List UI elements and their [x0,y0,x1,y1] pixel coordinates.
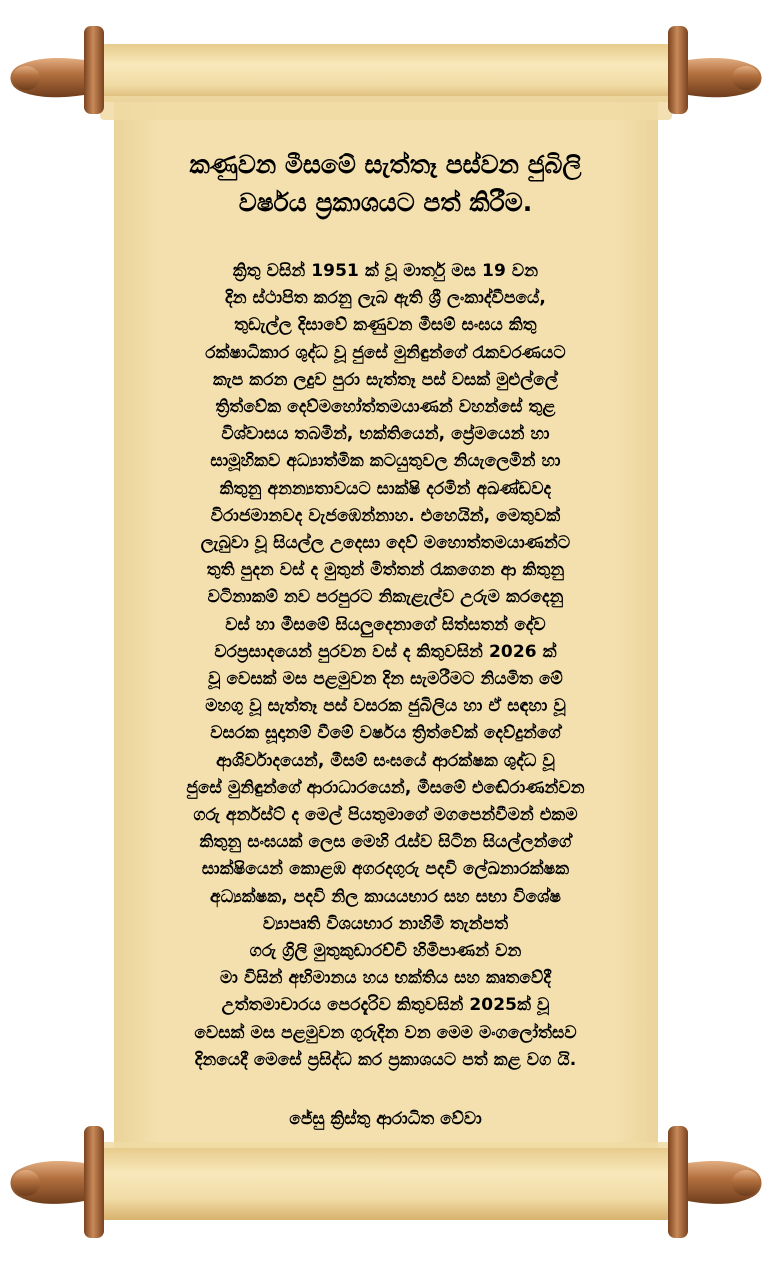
body-line: වූ වෙසක් මස පළමුවන දින සැමරීමට නියමිත මේ [208,669,563,690]
body-line: අධ්‍යක්ෂක, පදවි නිල කායයභාර සහ සභා විශේෂ [210,886,561,907]
body-line: විශ්වාසය තබමින්, භක්තියෙන්, ප්‍රේමයෙන් හා [221,424,550,445]
closing-blessing: ජේසු ක්‍රිස්තු ආරාධිත වේවා [289,1109,482,1130]
body-line: ගරු අර්නස්ට් ද මෙල් පියතුමාගේ මගපෙන්වීමන් එකම [193,805,578,826]
body-line: කැප කරන ලදුව පුරා සැත්තෑ පස් වසක් මුළුල්ලේ [213,369,558,390]
body-line: ක්‍රිතු වසින් 1951 ක් වූ මාර්තු මස 19 වන [232,261,539,281]
top-roll [11,26,762,120]
body-line: විරාජමානවද වැජඹෙන්නාහ. එහෙයින්, මෙතුවක් [210,505,561,526]
body-line: උත්තමාචාරය පෙරදැරිව කිතුවසින් 2025ක් වූ [221,995,550,1016]
body-line: කිතුනු අනන්‍යතාවයට සාක්ෂි දරමින් අඛණ්ඩවද [219,478,552,499]
body-line: සාක්ෂියෙන් කොළඹ අගරදගුරු පදවි ලේඛනාරක්ෂක [201,859,570,880]
body-line: කිතුනු සංඝයක් ලෙස මෙහි රැස්ව සිටින සියල්ලන්ගේ [199,832,572,853]
body-line: දින ස්ථාපිත කරනු ලැබ ඇති ශ්‍රී ලංකාද්වීපයේ, [225,288,546,309]
title-line: කණුවන මීසමේ සැත්තෑ පස්වන ජුබිලි [189,150,582,179]
body-line: මා විසින් අභිමානය හය භක්තිය සහ කෘතවේදී [220,968,551,989]
body-line: වස් හා මීසමේ සියලුදෙනාගේ සිත්සතන් දේව [225,614,546,635]
body-line: වටිනාකම් නව පරපුරට නිකැළැල්ව උරුම කරදෙනු [207,587,564,608]
body-line: දිනයෙදී මෙසේ ප්‍රසිද්ධ කර ප්‍රකාශයට පත් කළ වග යි. [194,1049,577,1070]
body-line: වරප්‍රසාදයෙන් පුරවන වස් ද කිතුවසින් 2026 ක් [214,641,557,662]
body-line: ගරු ග්‍රිලි මුතුකුඩාරච්චි හිමිපාණන් වන [249,941,522,962]
body-line: සාමූහිකව අධ්‍යාත්මික කටයුතුවල නියැලෙමින් හා [210,451,561,472]
body-line: ජුසේ මුනිඳුන්ගේ ආරාධාරයෙන්, මීසමේ එඬේරාණන්වන [186,777,585,798]
title-line: වර්ෂය ප්‍රකාශයට පත් කිරීම. [238,188,533,217]
body-line: මහගු වූ සැත්තෑ පස් වසරක ජුබිලිය හා ඒ සඳහා වූ [205,696,566,717]
proclamation [118,140,653,1140]
body-line: වසරක සූදානම් වීමේ වර්ෂය ත්‍රිත්වේක් දෙව්දුන්ගේ [210,723,561,744]
body-line: ත්‍රිත්වේක දෙව්මහෝත්තමයාණන් වහන්සේ තුළ [215,397,556,418]
body-line: වෙසක් මස පළමුවන ගුරුදින වන මෙම මංගලෝත්සව [194,1022,577,1043]
body-line: ලැබුවා වූ සියල්ල උදෙසා දෙව් මහොත්තමයාණන්ට [200,533,571,554]
proclamation-title [118,146,653,222]
body-line: ව්‍යාපෘති විශයභාර නාහිමි තැන්පත් [262,913,509,934]
body-line: ආශිර්වාදයෙන්, මීසම් සංඝයේ ආරක්ෂක ශුද්ධ වූ [216,750,555,771]
body-line: රක්ෂාධිකාර ශුද්ධ වූ ජුසේ මුනිඳුන්ගේ රැකවරණයට [205,342,566,363]
body-line: තුඩැල්ල දිසාවේ කණුවන මීසම් සංඝය කිතු [234,315,537,336]
bottom-roll [11,1126,762,1238]
proclamation-body [118,258,653,1074]
body-line: තුති පුදන වස් ද මුතුන් මිත්තන් රැකගෙන ආ කිතුනු [206,560,565,581]
